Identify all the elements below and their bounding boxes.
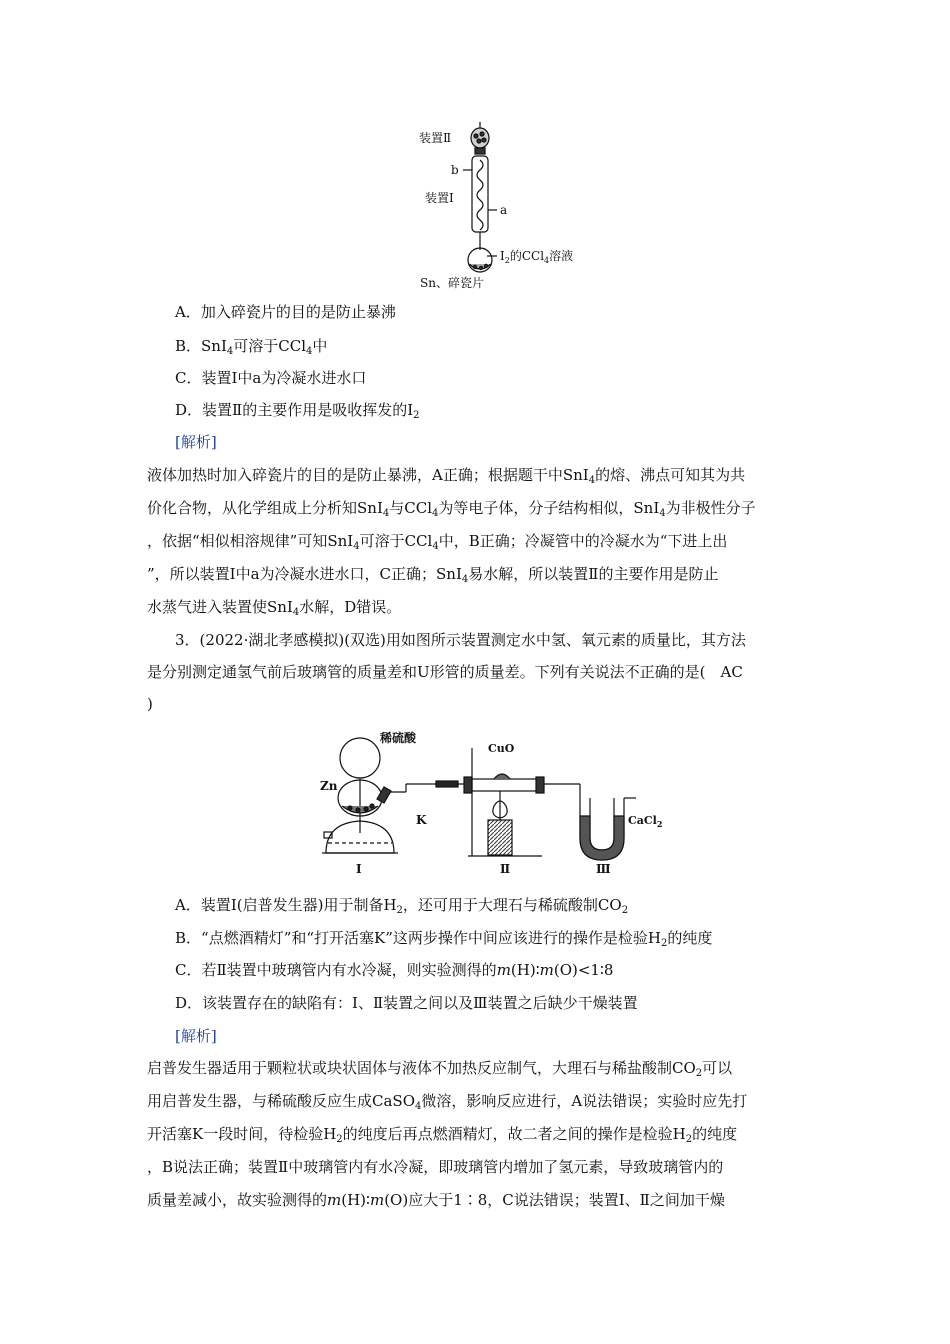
- q3-option-b: B．“点燃酒精灯”和“打开活塞K”这两步操作中间应该进行的操作是检验$H_2$的纯度: [175, 929, 713, 949]
- label-solution: $I_2$的CCl$_4$溶液: [500, 249, 574, 265]
- label-b: b: [451, 163, 459, 177]
- q3-analysis-heading: [解析]: [175, 1027, 217, 1045]
- label-zn: Zn: [320, 779, 338, 793]
- q3-analysis-line: 用启普发生器，与稀硫酸反应生成CaSO$_4$微溶，影响反应进行，A说法错误；实验时应先打: [147, 1092, 748, 1112]
- q3-option-c: C．若Ⅱ装置中玻璃管内有水冷凝，则实验测得的m(H)∶m(O)<1∶8: [175, 961, 614, 979]
- label-device-1: Ⅰ: [356, 862, 362, 876]
- q3-stem-line: 是分别测定通氢气前后玻璃管的质量差和U形管的质量差。下列有关说法不正确的是( AC: [147, 663, 743, 681]
- q3-analysis-line: 启普发生器适用于颗粒状或块状固体与液体不加热反应制气，大理石与稀盐酸制$CO_2$可以: [147, 1059, 733, 1079]
- q2-option-b: B．SnI$_4$可溶于CCl$_4$中: [175, 337, 328, 357]
- reflux-apparatus-figure: [415, 122, 585, 292]
- q3-analysis-line: 质量差减小，故实验测得的m(H)∶m(O)应大于1∶8，C说法错误；装置Ⅰ、Ⅱ之间加干燥: [147, 1191, 725, 1209]
- label-a: a: [500, 203, 508, 217]
- q2-analysis-line: 液体加热时加入碎瓷片的目的是防止暴沸，A正确；根据题干中SnI$_4$的熔、沸点可知其为共: [147, 466, 746, 486]
- q3-stem-line: 3．(2022·湖北孝感模拟)(双选)用如图所示装置测定水中氢、氧元素的质量比，其方法: [175, 631, 746, 649]
- label-device2: 装置Ⅱ: [419, 131, 452, 145]
- q2-analysis-heading: [解析]: [175, 433, 217, 451]
- q3-analysis-line: ，B说法正确；装置Ⅱ中玻璃管内有水冷凝，即玻璃管内增加了氢元素，导致玻璃管内的: [147, 1158, 724, 1176]
- q2-analysis-line: ，依据“相似相溶规律”可知SnI$_4$可溶于CCl$_4$中，B正确；冷凝管中的冷凝水为“下进上出: [147, 532, 728, 552]
- q3-option-a: A．装置Ⅰ(启普发生器)用于制备$H_2$，还可用于大理石与稀硫酸制$CO_2$: [175, 896, 629, 916]
- q2-analysis-line: ”，所以装置Ⅰ中a为冷凝水进水口，C正确；SnI$_4$易水解，所以装置Ⅱ的主要作用是防止: [147, 565, 719, 585]
- combustion-tube-icon: [464, 748, 580, 856]
- label-cuo: CuO: [488, 742, 515, 755]
- q3-analysis-line: 开活塞K一段时间，待检验$H_2$的纯度后再点燃酒精灯，故二者之间的操作是检验$H_2$的纯度: [147, 1125, 738, 1145]
- q2-option-c: C．装置Ⅰ中a为冷凝水进水口: [175, 369, 367, 387]
- label-device1: 装置Ⅰ: [425, 191, 454, 205]
- q2-option-d: D．装置Ⅱ的主要作用是吸收挥发的$I_2$: [175, 401, 420, 421]
- drying-tube-icon: [471, 122, 489, 154]
- apparatus-figure: [318, 728, 663, 876]
- q2-analysis-line: 价化合物，从化学组成上分析知SnI$_4$与CCl$_4$为等电子体，分子结构相似，SnI$_4$为非极性分子: [147, 499, 756, 519]
- condenser-icon: [463, 156, 497, 232]
- q3-option-d: D．该装置存在的缺陷有：Ⅰ、Ⅱ装置之间以及Ⅲ装置之后缺少干燥装置: [175, 994, 638, 1012]
- u-tube-icon: [580, 798, 636, 860]
- label-cacl2: CaCl$_2$: [628, 814, 663, 829]
- label-k: K: [416, 813, 427, 827]
- label-sn-porcelain: Sn、碎瓷片: [420, 276, 484, 290]
- q3-stem-line: ): [147, 695, 153, 713]
- label-device-2: Ⅱ: [500, 862, 511, 876]
- label-dilute-sulfuric-acid: 稀硫酸: [380, 731, 417, 745]
- q2-analysis-line: 水蒸气进入装置使SnI$_4$水解，D错误。: [147, 598, 402, 618]
- label-device-3: Ⅲ: [596, 862, 611, 876]
- kipp-generator-icon: [322, 738, 406, 853]
- round-flask-icon: [468, 248, 497, 272]
- q2-option-a: A．加入碎瓷片的目的是防止暴沸: [175, 303, 396, 321]
